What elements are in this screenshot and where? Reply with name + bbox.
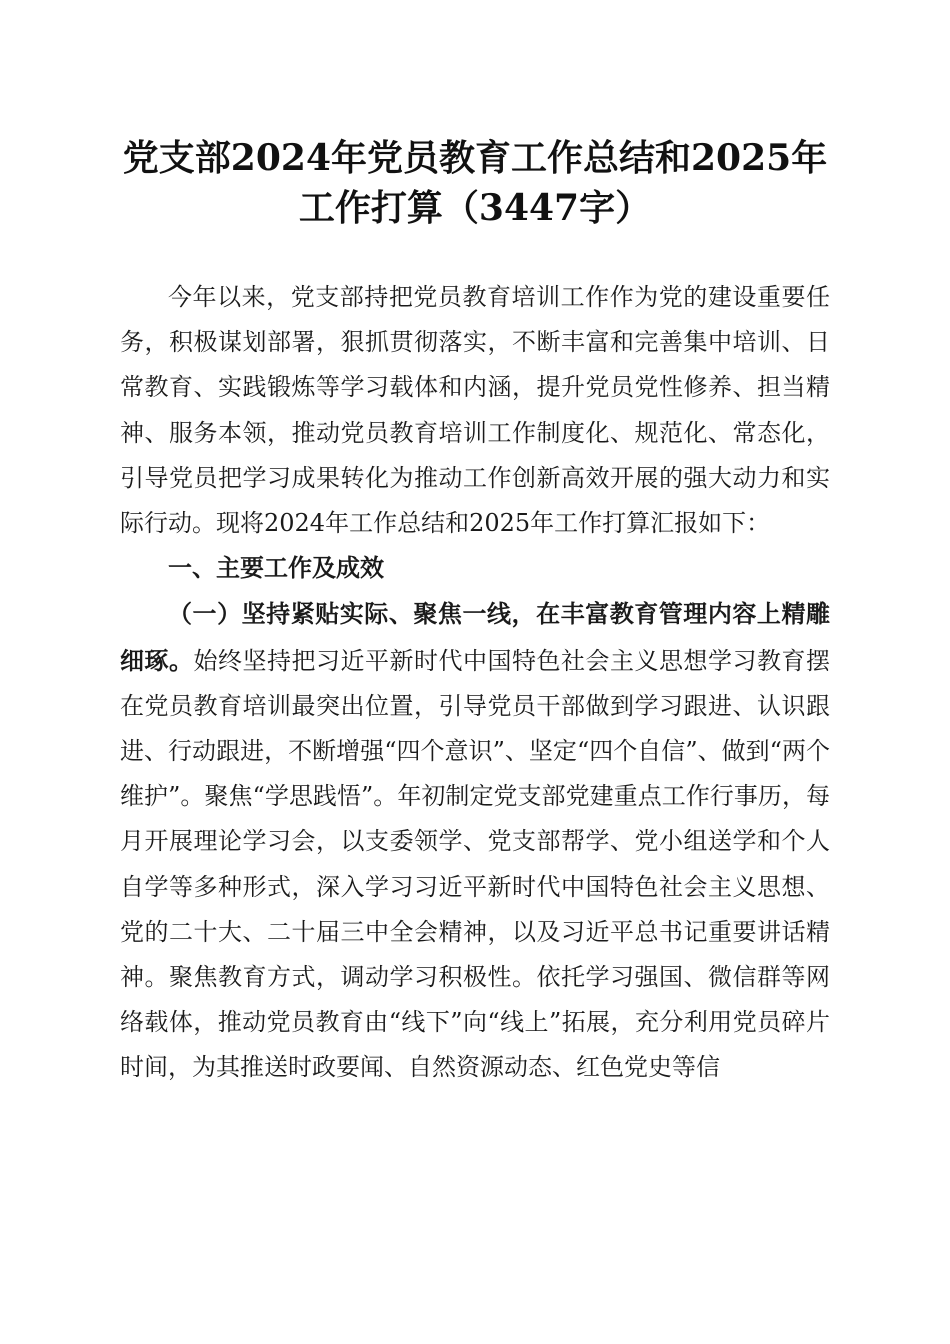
document-body [120,275,830,1091]
subsection-heading: （一）坚持紧贴实际、聚焦一线，在丰富教育管理内容上精雕细琢。 [120,599,830,675]
intro-paragraph: 今年以来，党支部持把党员教育培训工作作为党的建设重要任务，积极谋划部署，狠抓贯彻落实，不断丰富和完善集中培训、日常教育、实践锻炼等学习载体和内涵，提升党员党性修养、担当精神、服务本领，推动党员教育培训工作制度化、规范化、常态化，引导党员把学习成果转化为推动工作创新高效开展的强大动力和实际行动。现将2024年工作总结和2025年工作打算汇报如下： [120,283,830,538]
subsection-paragraph [120,591,830,1090]
section-heading-main-work: 一、主要工作及成效 [168,554,384,583]
subsection-body: 始终坚持把习近平新时代中国特色社会主义思想学习教育摆在党员教育培训最突出位置，引导党员干部做到学习跟进、认识跟进、行动跟进，不断增强“四个意识”、坚定“四个自信”、做到“两个维护”。聚焦“学思践悟”。年初制定党支部党建重点工作行事历，每月开展理论学习会，以支委领学、党支部帮学、党小组送学和个人自学等多种形式，深入学习习近平新时代中国特色社会主义思想、党的二十大、二十届三中全会精神，以及习近平总书记重要讲话精神。聚焦教育方式，调动学习积极性。依托学习强国、微信群等网络载体，推动党员教育由“线下”向“线上”拓展，充分利用党员碎片时间，为其推送时政要闻、自然资源动态、红色党史等信 [120,646,830,1082]
document-title: 党支部2024年党员教育工作总结和2025年工作打算（3447字） [122,137,828,229]
